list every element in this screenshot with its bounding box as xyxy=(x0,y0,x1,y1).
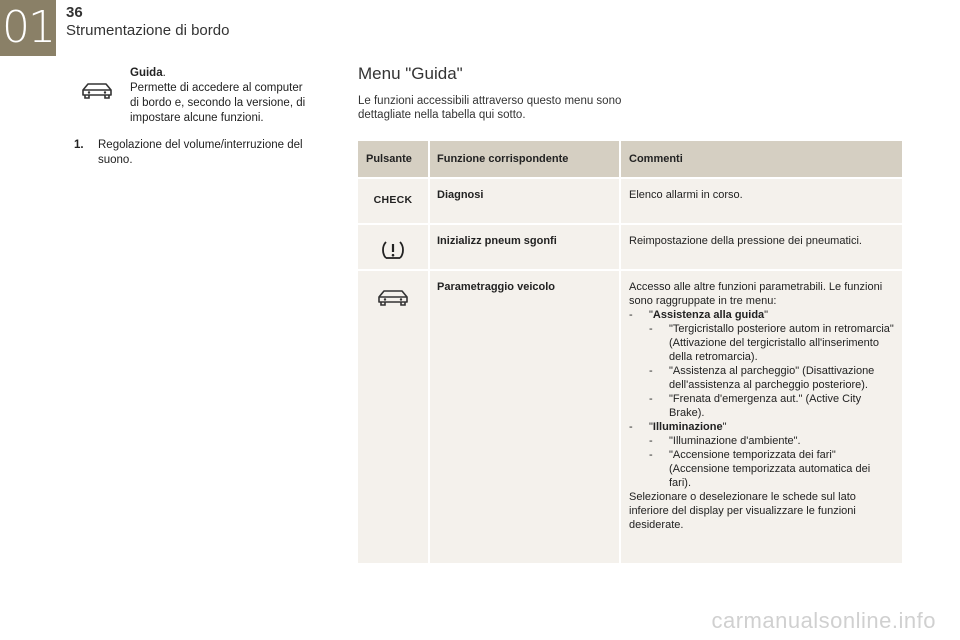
function-cell: Diagnosi xyxy=(428,179,619,223)
chapter-tab: 01 xyxy=(0,0,56,56)
functions-table xyxy=(358,141,902,563)
tire-pressure-warning-icon xyxy=(380,239,406,261)
car-icon xyxy=(80,78,114,102)
list-item xyxy=(629,308,894,322)
guida-block xyxy=(74,66,314,126)
header-commenti: Commenti xyxy=(619,141,902,177)
comment-intro: Accesso alle altre funzioni parametrabili. Le funzioni sono raggruppate in tre menu: xyxy=(629,281,883,307)
table-row xyxy=(358,269,902,563)
menu-group-assistenza: "Assistenza alla guida" xyxy=(649,309,769,321)
list-item xyxy=(629,420,894,434)
page-number: 36 xyxy=(66,4,83,21)
car-icon xyxy=(376,285,410,309)
comment-cell xyxy=(619,271,902,563)
left-column xyxy=(74,66,314,168)
function-cell: Parametraggio veicolo xyxy=(428,271,619,563)
item-text: Regolazione del volume/interruzione del suono. xyxy=(98,139,303,166)
button-cell xyxy=(358,271,428,563)
menu-intro: Le funzioni accessibili attraverso questo menu sono dettagliate nella tabella qui sotto. xyxy=(358,95,622,121)
menu-group-illuminazione: "Illuminazione" xyxy=(649,421,727,433)
dash: - xyxy=(629,421,633,433)
guida-title: Guida xyxy=(130,67,163,79)
table-header xyxy=(358,141,902,177)
header-pulsante: Pulsante xyxy=(366,153,412,165)
list-item: - "Frenata d'emergenza aut." (Active City Brake). xyxy=(649,393,862,419)
guida-title-trail: . xyxy=(162,67,166,79)
list-item: - "Assistenza al parcheggio" (Disattivazione dell'assistenza al parcheggio posteriore). xyxy=(649,365,875,391)
menu-section xyxy=(358,64,904,122)
guida-description: Permette di accedere al computer di bordo e, secondo la versione, di impostare alcune funzioni. xyxy=(130,82,306,124)
list-item: - "Tergicristallo posteriore autom in retromarcia" (Attivazione del tergicristallo all'inserimento della retromarcia). xyxy=(649,323,894,363)
table-row xyxy=(358,223,902,269)
menu-title: Menu "Guida" xyxy=(358,64,463,83)
section-title: Strumentazione di bordo xyxy=(66,22,230,39)
check-button-label: CHECK xyxy=(373,194,413,206)
item-number: 1. xyxy=(74,139,84,151)
button-cell xyxy=(358,225,428,269)
function-cell: Inizializz pneum sgonfi xyxy=(428,225,619,269)
comment-outro: Selezionare o deselezionare le schede sul lato inferiore del display per visualizzare le funzioni desiderate. xyxy=(629,491,856,531)
button-cell xyxy=(358,179,428,223)
comment-cell: Elenco allarmi in corso. xyxy=(619,179,902,223)
header-funzione: Funzione corrispondente xyxy=(428,141,619,177)
watermark: carmanualsonline.info xyxy=(711,608,936,633)
dash: - xyxy=(629,309,633,321)
list-item: - "Illuminazione d'ambiente". xyxy=(649,435,801,447)
numbered-item xyxy=(74,138,314,168)
list-item: - "Accensione temporizzata dei fari" (Accensione temporizzata automatica dei fari). xyxy=(649,449,871,489)
table-row xyxy=(358,177,902,223)
comment-cell: Reimpostazione della pressione dei pneumatici. xyxy=(619,225,902,269)
